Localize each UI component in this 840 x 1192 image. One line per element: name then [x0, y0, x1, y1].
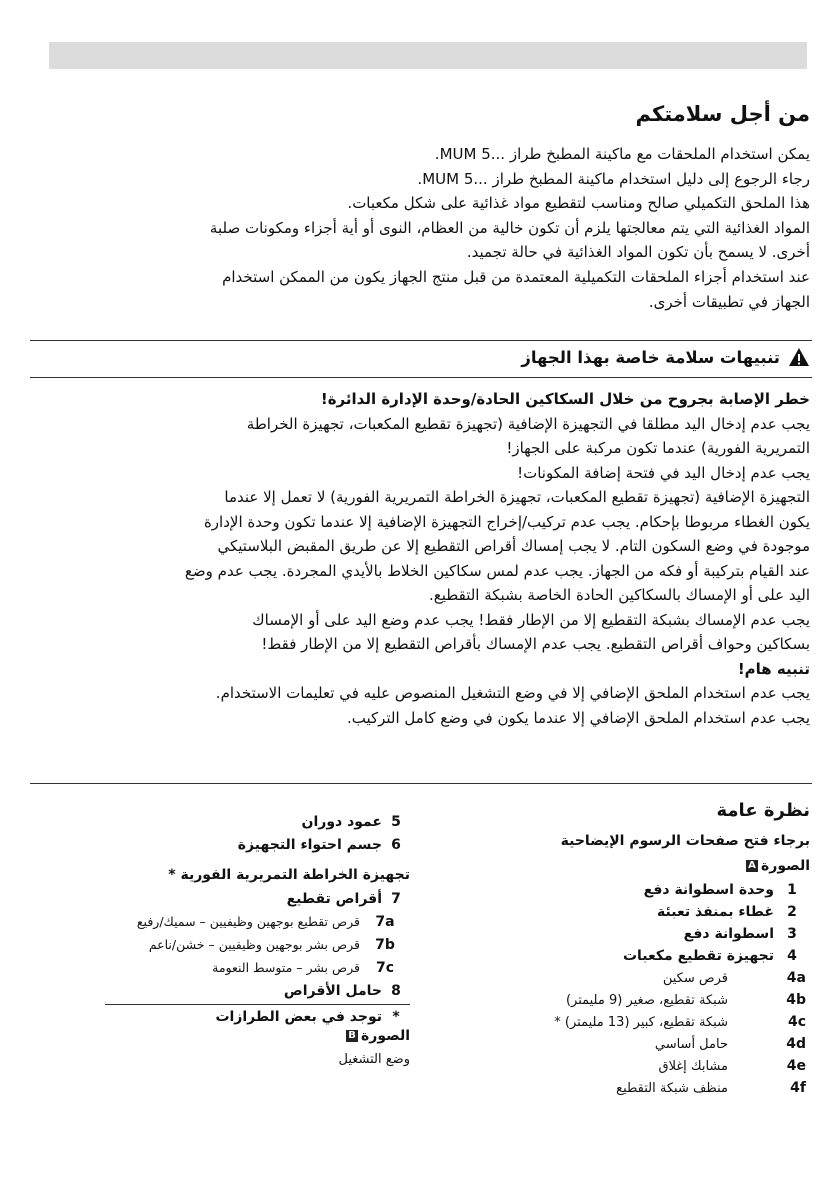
item-number: 4f	[790, 1080, 806, 1096]
warnings-block	[28, 387, 810, 730]
item-label: غطاء بمنفذ تعبئة	[657, 904, 774, 920]
warning-line: التمريرية الفورية) عندما تكون مركبة على الجهاز!	[506, 439, 810, 457]
item-label: جسم احتواء التجهيزة	[237, 836, 382, 853]
figure-a-label	[430, 858, 810, 874]
warning-line: يجب عدم إدخال اليد مطلقا في التجهيزة الإضافية (تجهيزة تقطيع المكعبات، تجهيزة الخراطة	[246, 414, 810, 433]
intro-line: يمكن استخدام الملحقات مع ماكينة المطبخ طراز ...MUM 5.	[434, 145, 810, 163]
figure-label-text: الصورة	[361, 1028, 410, 1044]
item-label: شبكة تقطيع، كبير (13 مليمتر) *	[554, 1014, 728, 1030]
list-item	[105, 979, 410, 1002]
list-subitem	[430, 1055, 810, 1077]
list-subitem	[430, 1033, 810, 1055]
warning-line: موجودة في وضع السكون التام. لا يجب إمساك أقراص التقطيع إلا عن طريق المقبض البلاستيكي	[217, 537, 810, 555]
figure-b-label	[105, 1028, 410, 1044]
item-label: وحدة اسطوانة دفع	[643, 882, 774, 898]
footnote-mark: *	[392, 1008, 400, 1025]
intro-line: عند استخدام أجزاء الملحقات التكميلية المعتمدة من قبل منتج الجهاز يكون من الممكن استخدام	[222, 267, 810, 286]
warning-line: عند القيام بتركيبة أو فكه من الجهاز. يجب عدم لمس سكاكين الخلاط بالأيدي المجردة. يجب عدم وضع	[184, 561, 810, 580]
list-subitem	[430, 1011, 810, 1033]
divider	[30, 340, 812, 341]
list-subitem	[430, 1077, 810, 1099]
notice-heading-text: تنبيهات سلامة خاصة بهذا الجهاز	[521, 347, 780, 367]
list-item	[430, 901, 810, 923]
warning-line: خطر الإصابة بجروح من خلال السكاكين الحادة/وحدة الإدارة الدائرة!	[320, 390, 810, 408]
item-number: 1	[787, 882, 797, 898]
item-label: قرص تقطيع بوجهين وظيفيين – سميك/رفيع	[136, 914, 360, 929]
list-subitem	[430, 989, 810, 1011]
warning-line: يجب عدم الإمساك بشبكة التقطيع إلا من الإطار فقط! يجب عدم وضع اليد على أو الإمساك	[252, 610, 810, 629]
warning-line: اليد على أو الإمساك بالسكاكين الحادة الخاصة بشبكة التقطيع.	[429, 586, 810, 604]
item-number: 7a	[375, 913, 395, 930]
overview-section	[430, 800, 810, 1099]
item-label: شبكة تقطيع، صغير (9 مليمتر)	[565, 992, 728, 1008]
safety-intro	[40, 142, 810, 314]
divider	[30, 377, 812, 378]
overview-instruction: برجاء فتح صفحات الرسوم الإيضاحية	[560, 833, 810, 849]
list-subitem	[105, 956, 410, 979]
item-label: اسطوانة دفع	[683, 926, 774, 942]
intro-line: رجاء الرجوع إلى دليل استخدام ماكينة المطبخ طراز ...MUM 5.	[417, 169, 810, 188]
item-label: تجهيزة تقطيع مكعبات	[622, 948, 774, 964]
overview-title: نظرة عامة	[716, 800, 810, 821]
item-number: 4	[787, 948, 797, 964]
item-number: 8	[391, 982, 401, 999]
list-item	[105, 833, 410, 856]
warning-line: بسكاكين وحواف أقراص التقطيع. يجب عدم الإمساك بأقراص التقطيع إلا من الإطار فقط!	[261, 635, 810, 653]
warning-triangle-icon	[788, 347, 810, 367]
item-number: 4b	[786, 992, 806, 1008]
list-subitem	[105, 910, 410, 933]
warning-line: يجب عدم إدخال اليد في فتحة إضافة المكونات!	[517, 463, 810, 482]
warning-line: يجب عدم استخدام الملحق الإضافي إلا عندما يكون في وضع كامل التركيب.	[346, 708, 810, 727]
warning-line: يكون الغطاء مربوطا بإحكام. يجب عدم تركيب/إخراج التجهيزة الإضافية إلا عندما تكون وحدة الإدارة	[203, 512, 810, 531]
important-heading: تنبيه هام!	[737, 659, 810, 678]
list-subitem	[430, 967, 810, 989]
list-subitem	[105, 933, 410, 956]
item-label: قرص بشر – متوسط النعومة	[212, 960, 360, 975]
overview-continued	[105, 810, 410, 1071]
item-label: حامل الأقراص	[283, 982, 382, 999]
operation-mode-label: وضع التشغيل	[338, 1052, 410, 1067]
item-label: منظف شبكة التقطيع	[616, 1080, 728, 1096]
item-label: حامل أساسي	[654, 1036, 728, 1052]
warning-line: التجهيزة الإضافية (تجهيزة تقطيع المكعبات، تجهيزة الخراطة التمريرية الفورية) لا تعمل إلا عندما	[224, 488, 810, 506]
item-number: 2	[787, 904, 797, 920]
warning-line: يجب عدم استخدام الملحق الإضافي إلا في وضع التشغيل المنصوص عليه في تعليمات الاستخدام.	[215, 684, 810, 702]
figure-letter-badge: B	[346, 1030, 358, 1042]
footnote-text: توجد في بعض الطرازات	[215, 1008, 382, 1025]
item-number: 6	[391, 836, 401, 853]
intro-line: الجهاز في تطبيقات أخرى.	[648, 292, 810, 311]
list-item	[430, 879, 810, 901]
item-number: 5	[391, 813, 401, 830]
list-item	[105, 810, 410, 833]
list-item	[430, 923, 810, 945]
intro-line: المواد الغذائية التي يتم معالجتها يلزم أن تكون خالية من العظام، النوى أو أية أجزاء ومكونات صلبة	[209, 218, 810, 237]
figure-label-text: الصورة	[761, 858, 810, 874]
item-label: قرص بشر بوجهين وظيفيين – خشن/ناعم	[148, 937, 360, 952]
item-number: 4d	[786, 1036, 806, 1052]
figure-letter-badge: A	[746, 860, 758, 872]
item-number: 7b	[375, 936, 395, 953]
intro-line: أخرى. لا يسمح بأن تكون المواد الغذائية في حالة تجميد.	[466, 243, 810, 262]
item-number: 4e	[786, 1058, 806, 1074]
list-item	[430, 945, 810, 967]
footnote	[105, 1005, 410, 1028]
safety-notice-heading	[521, 347, 810, 367]
item-label: عمود دوران	[301, 813, 382, 830]
intro-line: هذا الملحق التكميلي صالح ومناسب لتقطيع مواد غذائية على شكل مكعبات.	[347, 194, 810, 213]
item-number: 4a	[786, 970, 806, 986]
group-title: تجهيزة الخراطة التمريرية الفورية *	[168, 867, 410, 883]
list-item	[105, 887, 410, 910]
divider	[30, 783, 812, 784]
header-bar	[49, 42, 807, 69]
section-title-safety: من أجل سلامتكم	[635, 102, 810, 126]
item-label: أقراص تقطيع	[286, 890, 382, 907]
item-number: 3	[787, 926, 797, 942]
item-number: 4c	[787, 1014, 806, 1030]
item-number: 7c	[375, 959, 395, 976]
item-number: 7	[391, 890, 401, 907]
item-label: مشابك إغلاق	[658, 1058, 728, 1074]
item-label: قرص سكين	[662, 970, 728, 986]
